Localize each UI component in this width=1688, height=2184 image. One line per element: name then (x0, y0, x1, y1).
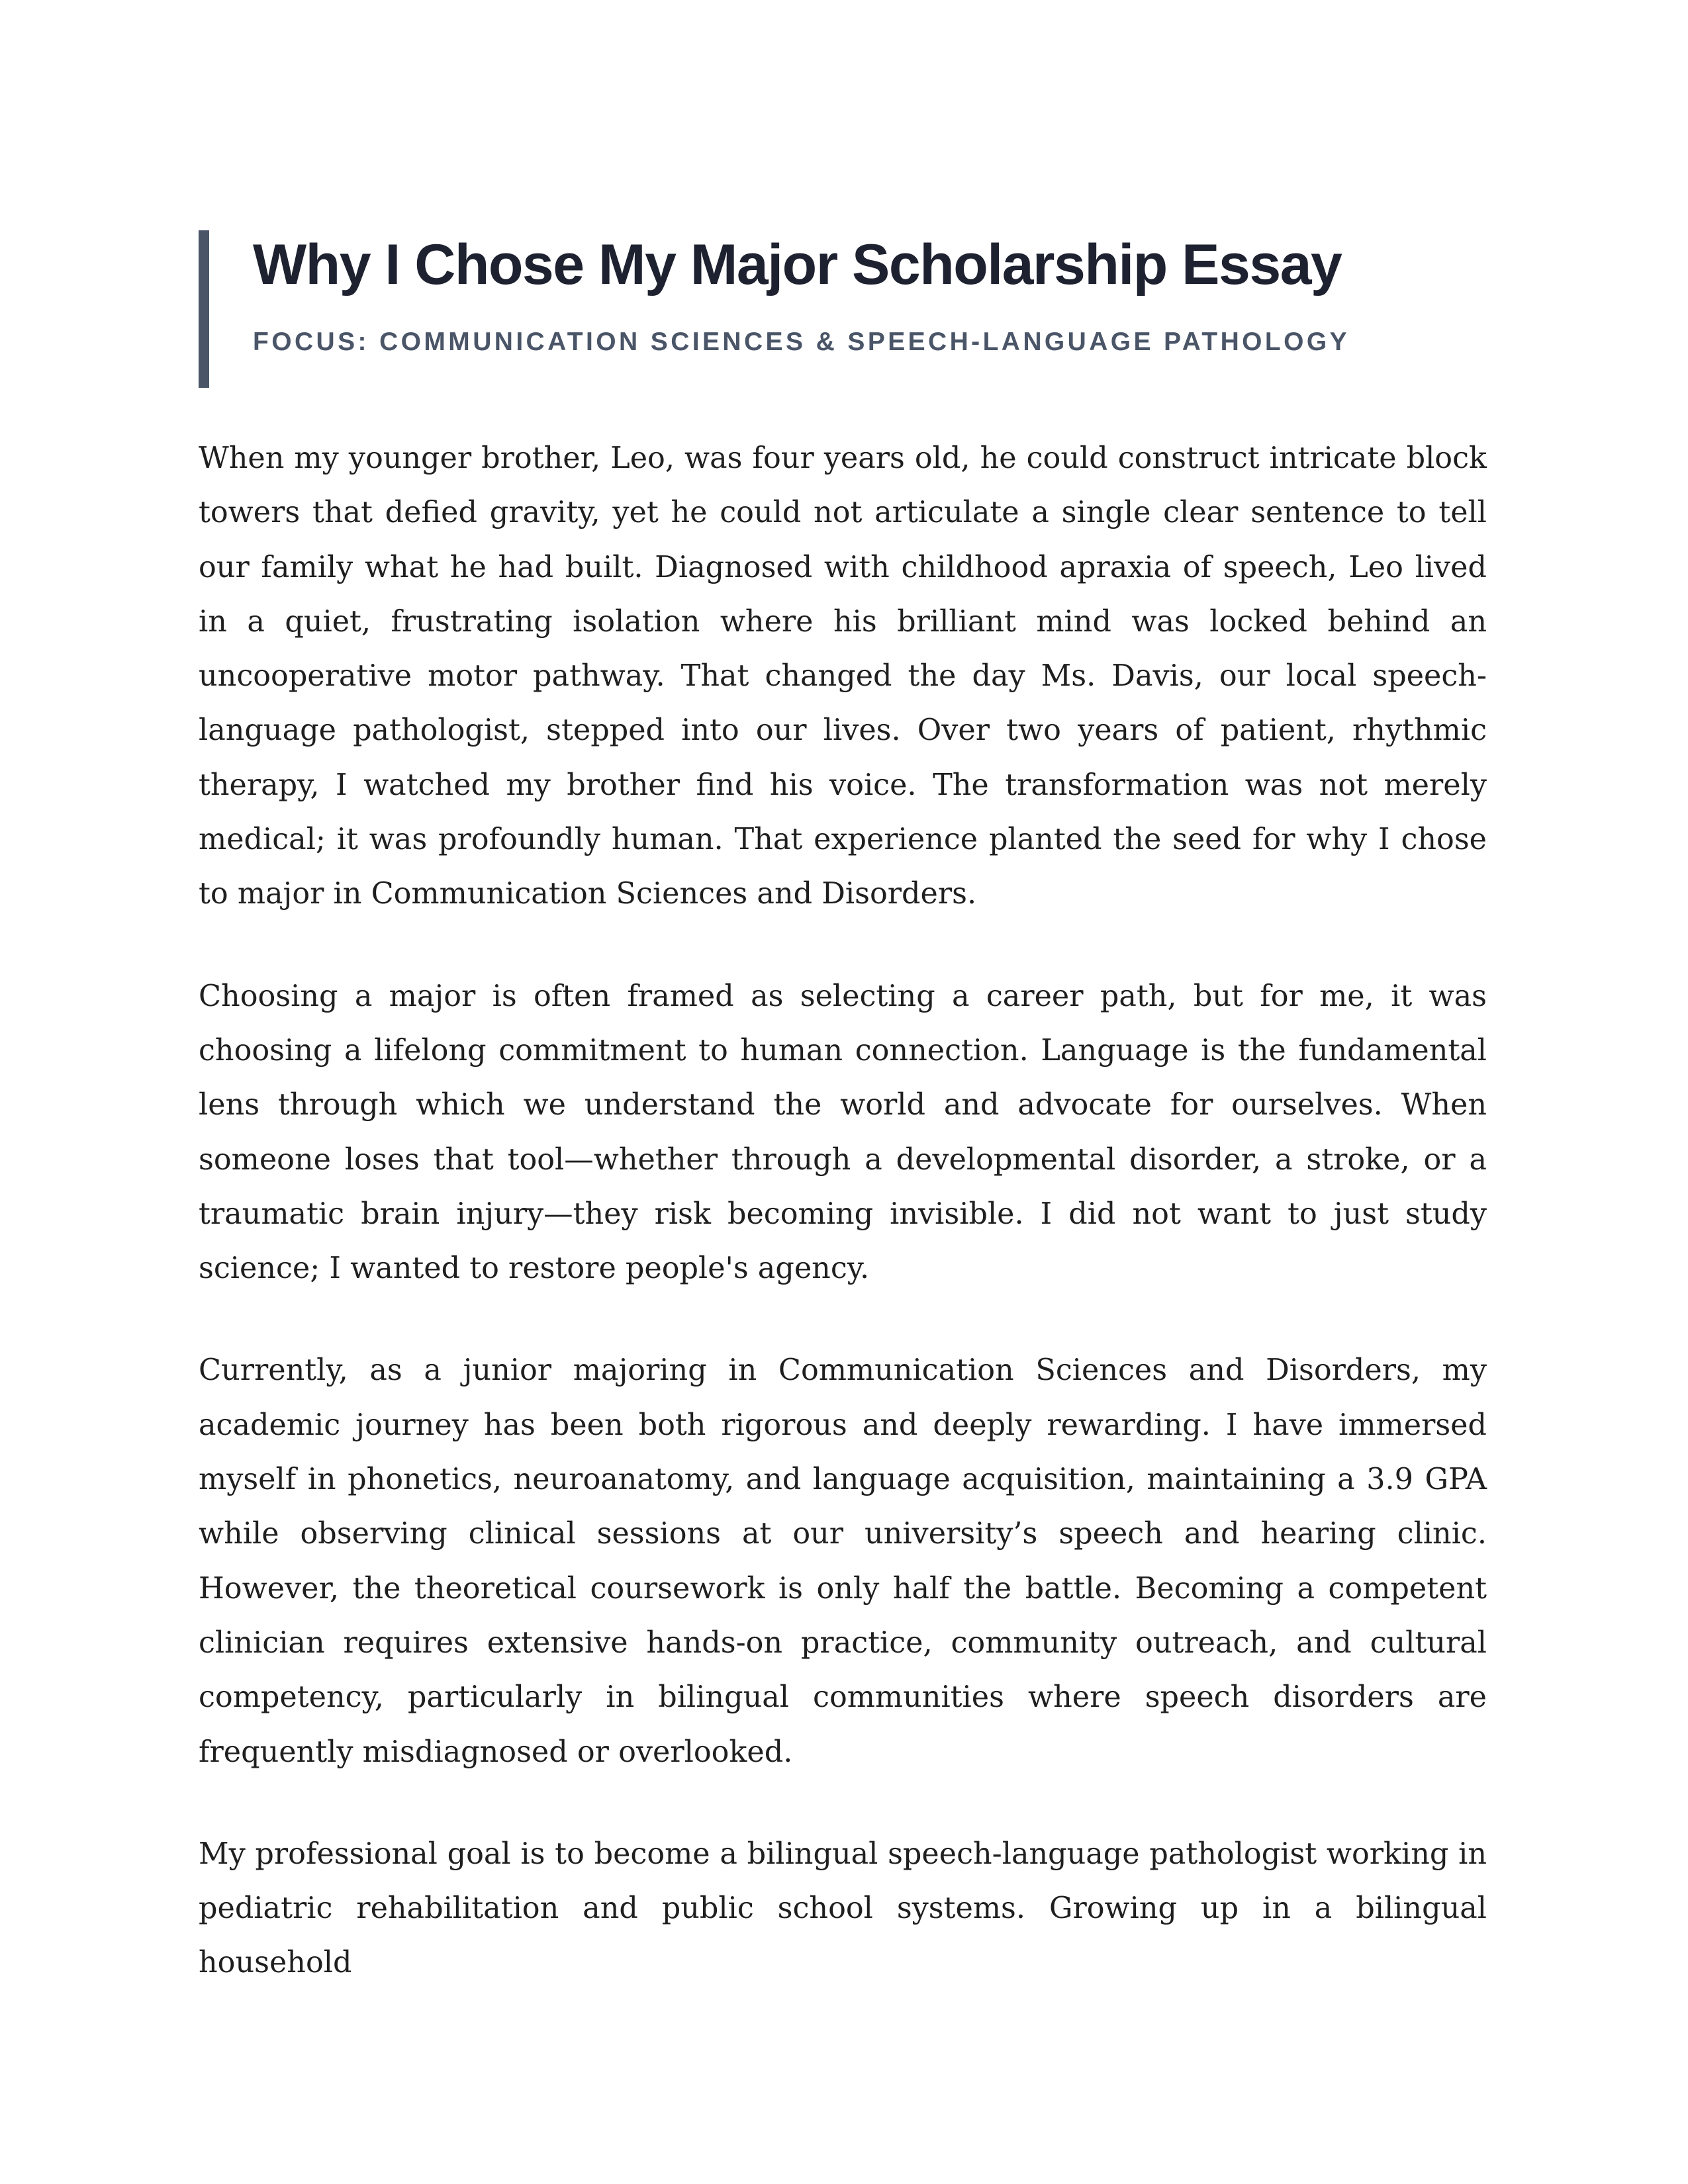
paragraph-3: Currently, as a junior majoring in Communication Sciences and Disorders, my academic journey has been both rigorous and deeply rewarding. I have immersed myself in phonetics, neuroanatomy, and language acquisition, maintaining a 3.9 GPA while observing clinical sessions at our university’s speech and hearing clinic. However, the theoretical coursework is only half the battle. Becoming a competent clinician requires extensive hands-on practice, community outreach, and cultural competency, particularly in bilingual communities where speech disorders are frequently misdiagnosed or overlooked. (199, 1353, 1487, 1769)
paragraph-2: Choosing a major is often framed as selecting a career path, but for me, it was choosing a lifelong commitment to human connection. Language is the fundamental lens through which we understand the world and advocate for ourselves. When someone loses that tool—whether through a developmental disorder, a stroke, or a traumatic brain injury—they risk becoming invisible. I did not want to just study science; I wanted to restore people's agency. (199, 979, 1487, 1286)
essay-page (199, 218, 1487, 1991)
essay-subtitle: FOCUS: COMMUNICATION SCIENCES & SPEECH-LANGUAGE PATHOLOGY (253, 328, 1350, 356)
essay-title: Why I Chose My Major Scholarship Essay (253, 233, 1342, 296)
paragraph-4: My professional goal is to become a bilingual speech-language pathologist working in pediatric rehabilitation and public school systems. Growing up in a bilingual household (199, 1837, 1487, 1980)
paragraph-1: When my younger brother, Leo, was four years old, he could construct intricate block towers that defied gravity, yet he could not articulate a single clear sentence to tell our family what he had built. Diagnosed with childhood apraxia of speech, Leo lived in a quiet, frustrating isolation where his brilliant mind was locked behind an uncooperative motor pathway. That changed the day Ms. Davis, our local speech-language pathologist, stepped into our lives. Over two years of patient, rhythmic therapy, I watched my brother find his voice. The transformation was not merely medical; it was profoundly human. That experience planted the seed for why I chose to major in Communication Sciences and Disorders. (199, 441, 1487, 911)
essay-header (199, 230, 1487, 357)
essay-body (199, 432, 1487, 1991)
accent-bar (199, 230, 209, 388)
